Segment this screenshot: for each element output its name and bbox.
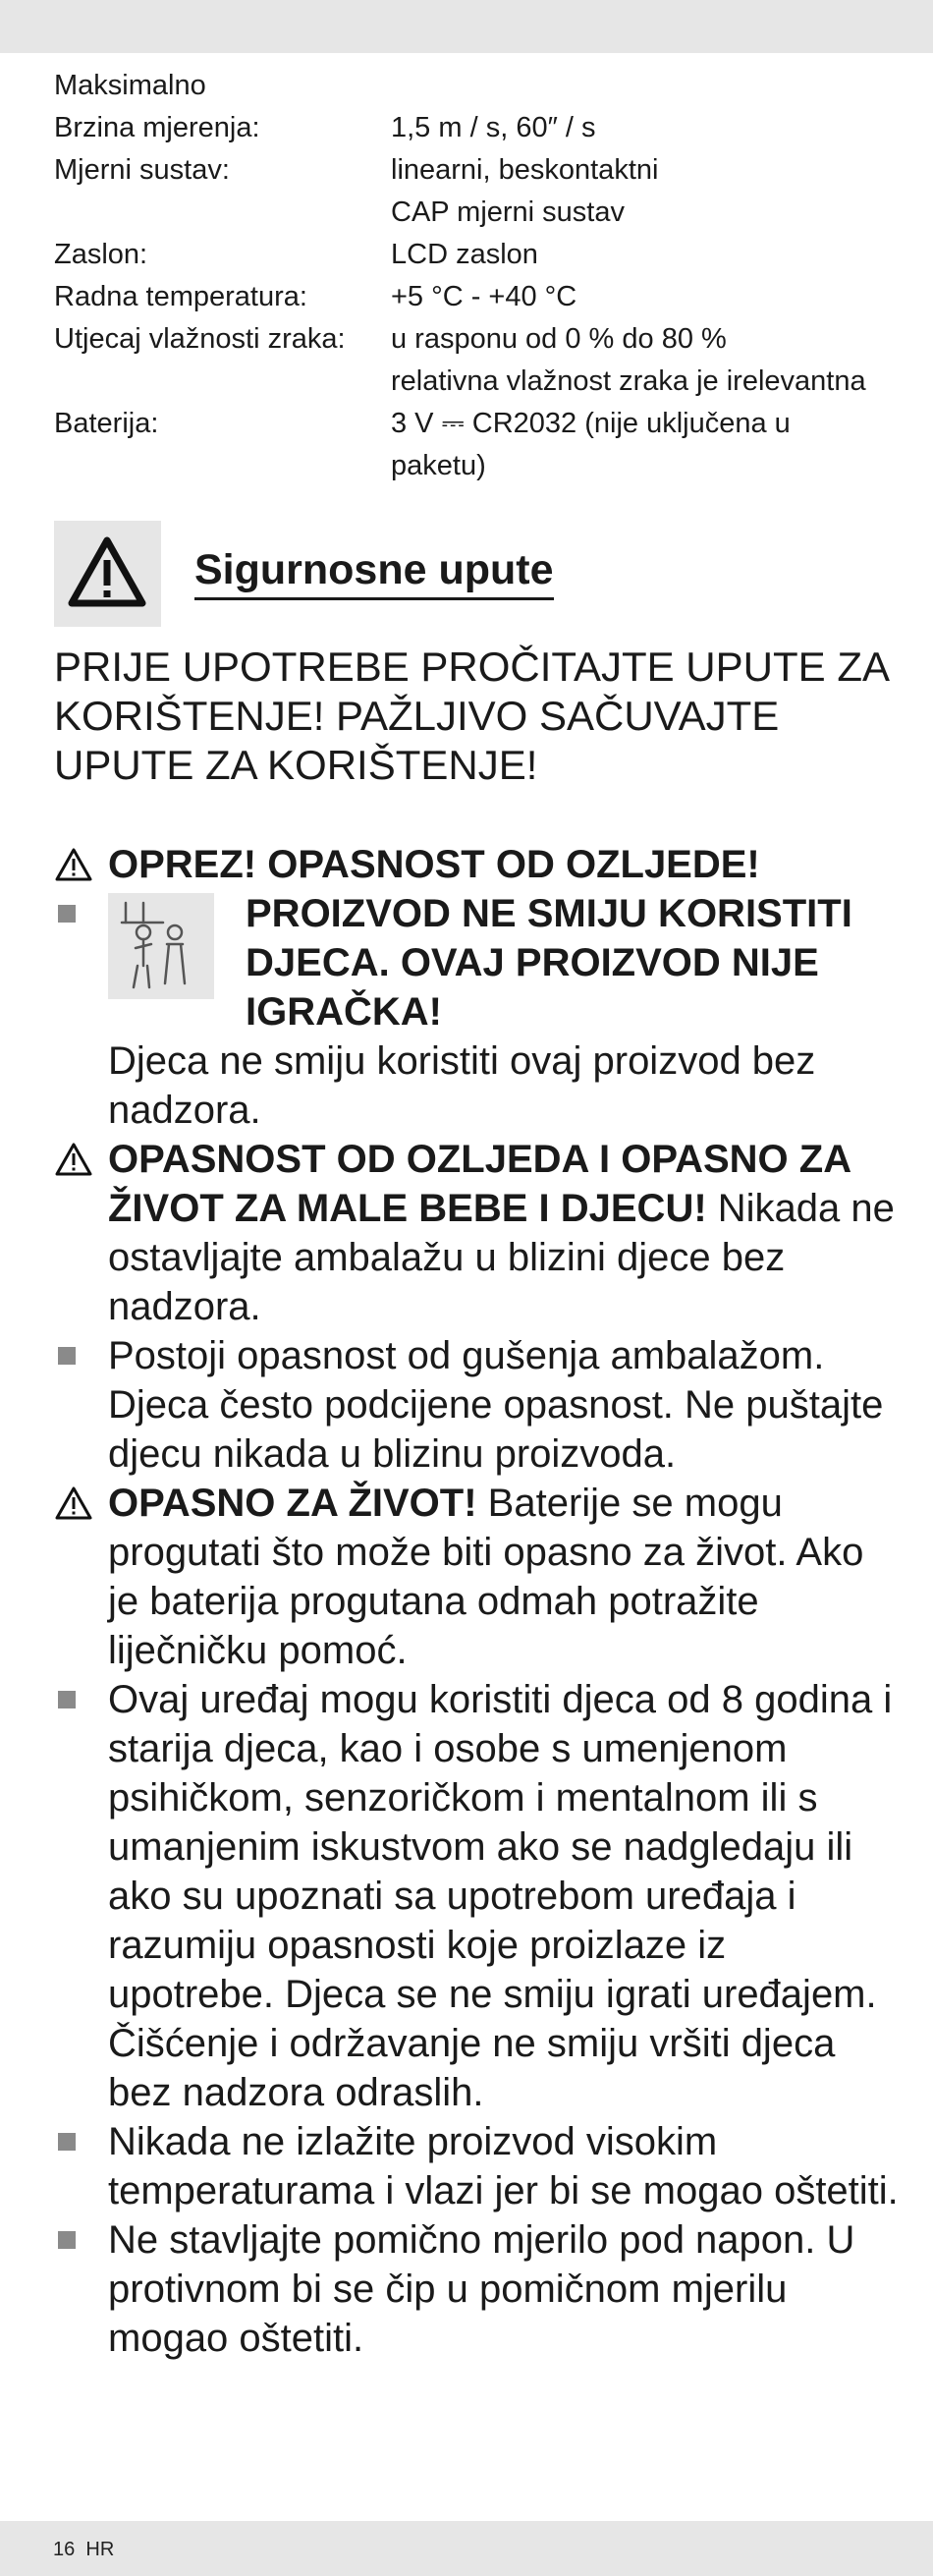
list-item: PROIZVOD NE SMIJU KORISTITI DJECA. OVAJ PROIZVOD NIJE IGRAČKA! Djeca ne smiju koristiti ovaj proizvod bez nadzora.: [54, 889, 899, 1135]
safety-list: [54, 840, 899, 2363]
list-item: Ovaj uređaj mogu koristiti djeca od 8 godina i starija djeca, kao i osobe s umenjenom psihičkom, senzoričkom i mentalnom ili s umanjenim iskustvom ako se nadgledaju ili ako su upoznati sa upotrebom uređaja i razumiju opasnosti koje proizlaze iz upotrebe. Djeca se ne smiju igrati uređajem. Čišćenje i održavanje ne smiju vršiti djeca bez nadzora odraslih.: [54, 1675, 899, 2117]
section-heading: [54, 521, 604, 629]
spec-row: relativna vlažnost zraka je irelevantna: [391, 365, 866, 397]
list-item: Nikada ne izlažite proizvod visokim temperaturama i vlazi jer bi se mogao oštetiti.: [54, 2117, 899, 2215]
spec-row: Maksimalno: [54, 70, 206, 101]
warning-triangle-icon: [54, 1479, 97, 1528]
spec-row: Utjecaj vlažnosti zraka: u rasponu od 0 % do 80 %: [54, 323, 727, 355]
page-footer: [0, 2521, 933, 2576]
spec-table: [54, 65, 889, 487]
bullet-square-icon: [54, 1331, 97, 1380]
spec-row: Zaslon: LCD zaslon: [54, 239, 538, 270]
child-warning-icon: [108, 893, 214, 999]
read-instructions-notice: PRIJE UPOTREBE PROČITAJTE UPUTE ZA KORIŠTENJE! PAŽLJIVO SAČUVAJTE UPUTE ZA KORIŠTENJE!: [54, 644, 888, 788]
bullet-square-icon: [54, 889, 97, 938]
list-item: OPASNOST OD OZLJEDA I OPASNO ZA ŽIVOT ZA MALE BEBE I DJECU! Nikada ne ostavljajte ambalažu u blizini djece bez nadzora.: [54, 1135, 899, 1331]
warning-triangle-icon: [54, 521, 161, 627]
warning-triangle-icon: [54, 840, 97, 889]
top-band: [0, 0, 933, 53]
bullet-square-icon: [54, 2215, 97, 2265]
spec-row: Mjerni sustav: linearni, beskontaktni: [54, 154, 659, 186]
warning-triangle-icon: [54, 1135, 97, 1184]
spec-row: Baterija: 3 V ⎓ CR2032 (nije uključena u: [54, 408, 791, 439]
spec-row: CAP mjerni sustav: [391, 196, 625, 228]
spec-row: Brzina mjerenja: 1,5 m / s, 60″ / s: [54, 112, 596, 143]
list-item: OPREZ! OPASNOST OD OZLJEDE!: [54, 840, 899, 889]
list-item: Ne stavljajte pomično mjerilo pod napon. U protivnom bi se čip u pomičnom mjerilu mogao oštetiti.: [54, 2215, 899, 2363]
spec-row: paketu): [391, 450, 486, 481]
bullet-square-icon: [54, 2117, 97, 2166]
page-number: 16 HR: [53, 2539, 115, 2560]
spec-row: Radna temperatura: +5 °C - +40 °C: [54, 281, 577, 312]
list-item: Postoji opasnost od gušenja ambalažom. Djeca često podcijene opasnost. Ne puštajte djecu nikada u blizinu proizvoda.: [54, 1331, 899, 1479]
list-item: OPASNO ZA ŽIVOT! Baterije se mogu progutati što može biti opasno za život. Ako je baterija progutana odmah potražite liječničku pomoć.: [54, 1479, 899, 1675]
bullet-square-icon: [54, 1675, 97, 1724]
section-title: Sigurnosne upute: [194, 544, 554, 600]
